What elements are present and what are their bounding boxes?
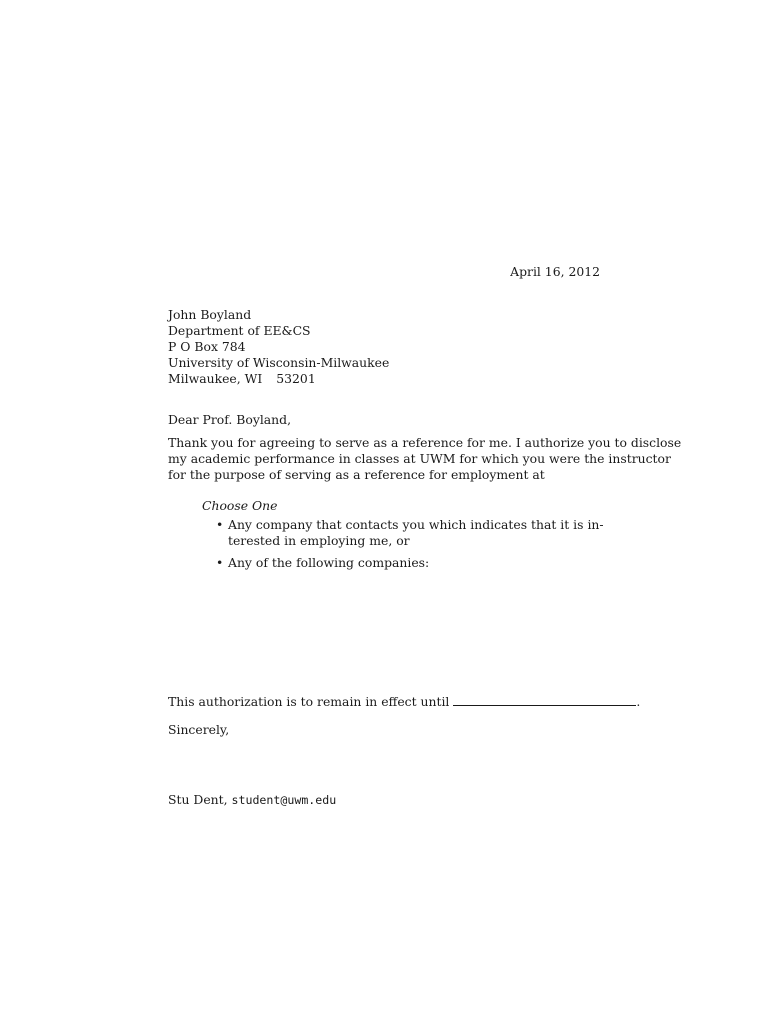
body-paragraph bbox=[168, 435, 681, 483]
signature-email: student@uwm.edu bbox=[231, 793, 337, 807]
body-line: for the purpose of serving as a reference for employment at bbox=[168, 467, 545, 482]
authorization-period: . bbox=[636, 694, 641, 709]
option-any-company bbox=[216, 517, 604, 549]
bullet-icon: • bbox=[216, 555, 224, 570]
letter-date: April 16, 2012 bbox=[510, 264, 600, 279]
option-text-line: terested in employing me, or bbox=[228, 533, 410, 548]
recipient-city-state: Milwaukee, WI bbox=[168, 371, 263, 386]
option-following-companies bbox=[216, 555, 429, 571]
recipient-address bbox=[168, 307, 389, 387]
choose-one-label: Choose One bbox=[202, 498, 278, 513]
authorization-text: This authorization is to remain in effect until bbox=[168, 694, 450, 709]
body-line: Thank you for agreeing to serve as a reference for me. I authorize you to disclose bbox=[168, 435, 682, 450]
authorization-line bbox=[168, 694, 640, 710]
bullet-icon: • bbox=[216, 517, 224, 532]
recipient-po-box: P O Box 784 bbox=[168, 339, 246, 354]
option-text-line: Any company that contacts you which indicates that it is in- bbox=[228, 517, 604, 532]
closing: Sincerely, bbox=[168, 722, 230, 737]
recipient-university: University of Wisconsin-Milwaukee bbox=[168, 355, 390, 370]
salutation: Dear Prof. Boyland, bbox=[168, 412, 292, 427]
signature-line bbox=[168, 792, 336, 808]
body-line: my academic performance in classes at UWM for which you were the instructor bbox=[168, 451, 671, 466]
recipient-city-line bbox=[168, 371, 389, 387]
recipient-name: John Boyland bbox=[168, 307, 252, 322]
recipient-department: Department of EE&CS bbox=[168, 323, 311, 338]
signature-name: Stu Dent, bbox=[168, 792, 228, 807]
option-text-line: Any of the following companies: bbox=[228, 555, 430, 570]
authorization-date-blank[interactable] bbox=[453, 694, 636, 706]
recipient-zip: 53201 bbox=[276, 371, 316, 386]
